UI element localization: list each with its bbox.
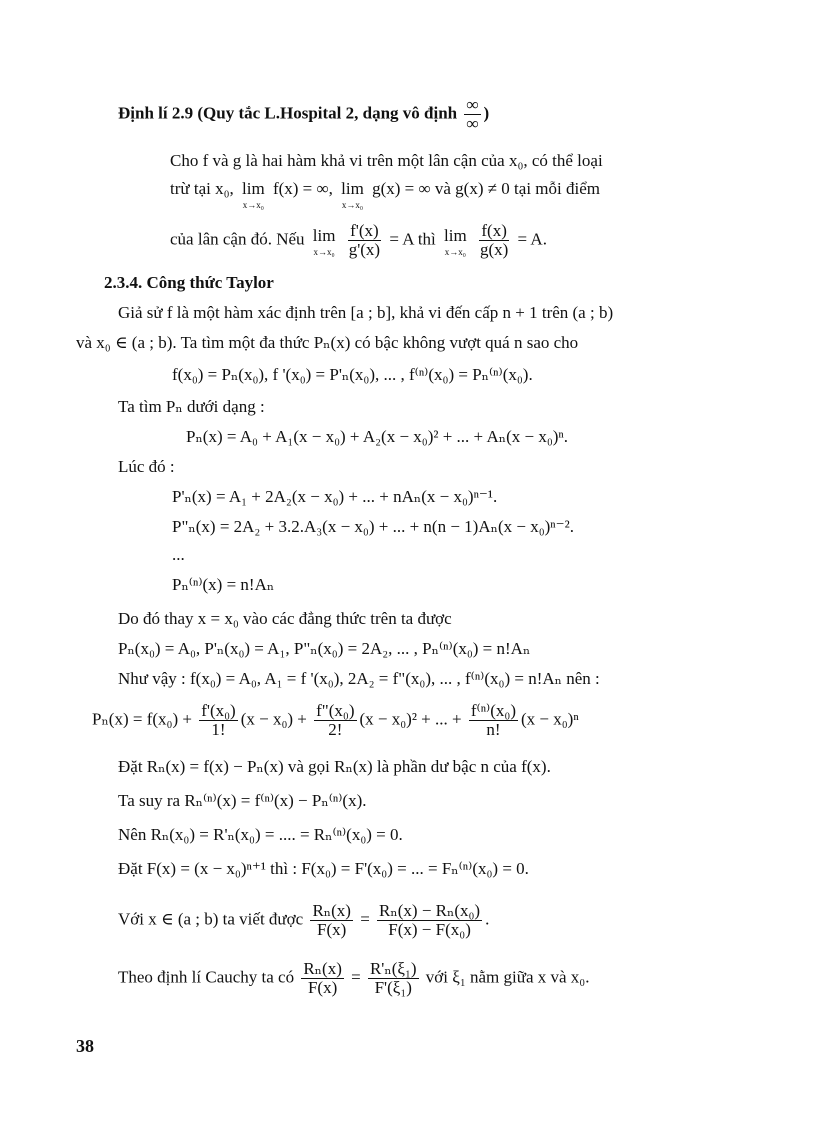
- section-line-4: Ta tìm Pₙ dưới dạng :: [118, 397, 265, 416]
- taylor-lhs: Pₙ(x) = f(x₀) +: [92, 709, 192, 729]
- term-n-denominator: n!: [486, 720, 501, 739]
- section-line-17: Nên Rₙ(x₀) = R'ₙ(x₀) = .... = Rₙ⁽ⁿ⁾(x₀) = 0.: [118, 825, 403, 844]
- deriv-numerator: f'(x): [350, 221, 379, 240]
- theorem-title-text: Định lí 2.9 (Quy tắc L.Hospital 2, dạng vô định: [118, 103, 458, 123]
- section-line-18: Đặt F(x) = (x − x₀)ⁿ⁺¹ thì : F(x₀) = F'(x₀) = ... = Fₙ⁽ⁿ⁾(x₀) = 0.: [118, 859, 529, 878]
- limit-f: [242, 178, 265, 210]
- lim-subscript: x→x₀: [444, 246, 466, 257]
- cauchy-lhs-denominator: F(x): [307, 978, 338, 997]
- theorem-line-2-g: g(x) = ∞ và g(x) ≠ 0 tại mỗi điểm: [372, 179, 600, 198]
- term-n-tail: (x − x₀)ⁿ: [520, 709, 579, 729]
- diff-numerator: Rₙ(x) − Rₙ(x₀): [379, 901, 481, 920]
- section-line-19: [118, 902, 489, 939]
- cauchy-lhs-numerator: Rₙ(x): [303, 959, 342, 978]
- term-1-numerator: f'(x₀): [201, 701, 236, 720]
- eq-a-then: = A thì: [389, 229, 436, 249]
- line-19-equals: =: [360, 909, 370, 929]
- theorem-title: [118, 96, 489, 133]
- section-line-5: Pₙ(x) = A₀ + A₁(x − x₀) + A₂(x − x₀)² + ... + Aₙ(x − x₀)ⁿ.: [186, 427, 569, 446]
- section-line-12: Pₙ(x₀) = A₀, P'ₙ(x₀) = A₁, P"ₙ(x₀) = 2A₂, ... , Pₙ⁽ⁿ⁾(x₀) = n!Aₙ: [118, 639, 531, 658]
- diff-denominator: F(x) − F(x₀): [388, 920, 471, 939]
- term-1-tail: (x − x₀) +: [240, 709, 307, 729]
- lim-word: lim: [341, 179, 364, 198]
- limit-ratio: [444, 225, 467, 257]
- remainder-numerator: Rₙ(x): [312, 901, 351, 920]
- term-2-numerator: f"(x₀): [316, 701, 355, 720]
- inf-numerator: ∞: [466, 95, 479, 114]
- ratio-denominator: g(x): [479, 240, 509, 259]
- taylor-term-n: [469, 702, 518, 739]
- section-line-8: P"ₙ(x) = 2A₂ + 3.2.A₃(x − x₀) + ... + n(n − 1)Aₙ(x − x₀)ⁿ⁻².: [172, 517, 574, 536]
- section-line-11: Do đó thay x = x₀ vào các đẳng thức trên ta được: [118, 609, 452, 628]
- theorem-line-3-start: của lân cận đó. Nếu: [170, 229, 305, 249]
- term-2-tail: (x − x₀)² + ... +: [359, 709, 462, 729]
- theorem-line-2: [170, 178, 600, 210]
- lim-subscript: x→x₀: [242, 200, 264, 210]
- section-line-16: Ta suy ra Rₙ⁽ⁿ⁾(x) = f⁽ⁿ⁾(x) − Pₙ⁽ⁿ⁾(x).: [118, 791, 367, 810]
- section-line-2: và x₀ ∈ (a ; b). Ta tìm một đa thức Pₙ(x) có bậc không vượt quá n sao cho: [76, 333, 579, 352]
- deriv-denominator: g'(x): [348, 240, 381, 259]
- section-heading: 2.3.4. Công thức Taylor: [104, 273, 274, 292]
- taylor-term-1: [199, 702, 237, 739]
- term-2-denominator: 2!: [328, 720, 343, 739]
- term-1-denominator: 1!: [211, 720, 226, 739]
- cauchy-rhs: [368, 960, 419, 997]
- line-20-start: Theo định lí Cauchy ta có: [118, 967, 295, 987]
- ratio-fraction: [478, 222, 510, 259]
- inf-fraction: [464, 96, 480, 133]
- theorem-line-3: [170, 222, 547, 259]
- section-line-20: [118, 960, 590, 997]
- section-line-13: Như vậy : f(x₀) = A₀, A₁ = f '(x₀), 2A₂ = f"(x₀), ... , f⁽ⁿ⁾(x₀) = n!Aₙ nên :: [118, 669, 600, 688]
- lim-word: lim: [312, 225, 336, 245]
- cauchy-lhs: [301, 960, 344, 997]
- section-line-7: P'ₙ(x) = A₁ + 2A₂(x − x₀) + ... + nAₙ(x − x₀)ⁿ⁻¹.: [172, 487, 498, 506]
- section-line-6: Lúc đó :: [118, 457, 175, 476]
- remainder-denominator: F(x): [317, 920, 347, 939]
- section-line-9: ...: [172, 545, 185, 564]
- eq-a-end: = A.: [517, 229, 547, 249]
- lim-word: lim: [242, 179, 265, 198]
- theorem-line-2-start: trừ tại x₀,: [170, 179, 234, 198]
- lim-subscript: x→x₀: [313, 246, 335, 257]
- page-number: 38: [76, 1036, 94, 1056]
- cauchy-rhs-numerator: R'ₙ(ξ₁): [369, 959, 417, 978]
- remainder-diff-ratio: [377, 902, 482, 939]
- limit-g: [341, 178, 364, 210]
- line-19-end: .: [485, 909, 490, 929]
- term-n-numerator: f⁽ⁿ⁾(x₀): [470, 701, 516, 720]
- section-line-1: Giả sử f là một hàm xác định trên [a ; b], khả vi đến cấp n + 1 trên (a ; b): [118, 303, 614, 322]
- inf-denominator: ∞: [466, 114, 479, 133]
- taylor-formula: [92, 702, 579, 739]
- section-line-10: Pₙ⁽ⁿ⁾(x) = n!Aₙ: [172, 575, 275, 594]
- lim-word: lim: [444, 225, 467, 245]
- theorem-line-1: Cho f và g là hai hàm khả vi trên một lân cận của x₀, có thể loại: [170, 151, 603, 170]
- theorem-line-2-f: f(x) = ∞,: [272, 179, 333, 198]
- lim-subscript: x→x₀: [341, 200, 364, 210]
- section-line-15: Đặt Rₙ(x) = f(x) − Pₙ(x) và gọi Rₙ(x) là phần dư bậc n của f(x).: [118, 757, 551, 776]
- line-20-end: với ξ₁ nằm giữa x và x₀.: [425, 967, 590, 987]
- section-line-3: f(x₀) = Pₙ(x₀), f '(x₀) = P'ₙ(x₀), ... , f⁽ⁿ⁾(x₀) = Pₙ⁽ⁿ⁾(x₀).: [172, 365, 533, 384]
- deriv-fraction: [347, 222, 382, 259]
- theorem-title-close: ): [483, 103, 490, 123]
- remainder-ratio: [310, 902, 353, 939]
- ratio-numerator: f(x): [481, 221, 507, 240]
- limit-ratio-deriv: [313, 225, 336, 257]
- line-20-equals: =: [351, 967, 361, 987]
- line-19-start: Với x ∈ (a ; b) ta viết được: [118, 909, 304, 929]
- taylor-term-2: [314, 702, 356, 739]
- cauchy-rhs-denominator: F'(ξ₁): [374, 978, 412, 997]
